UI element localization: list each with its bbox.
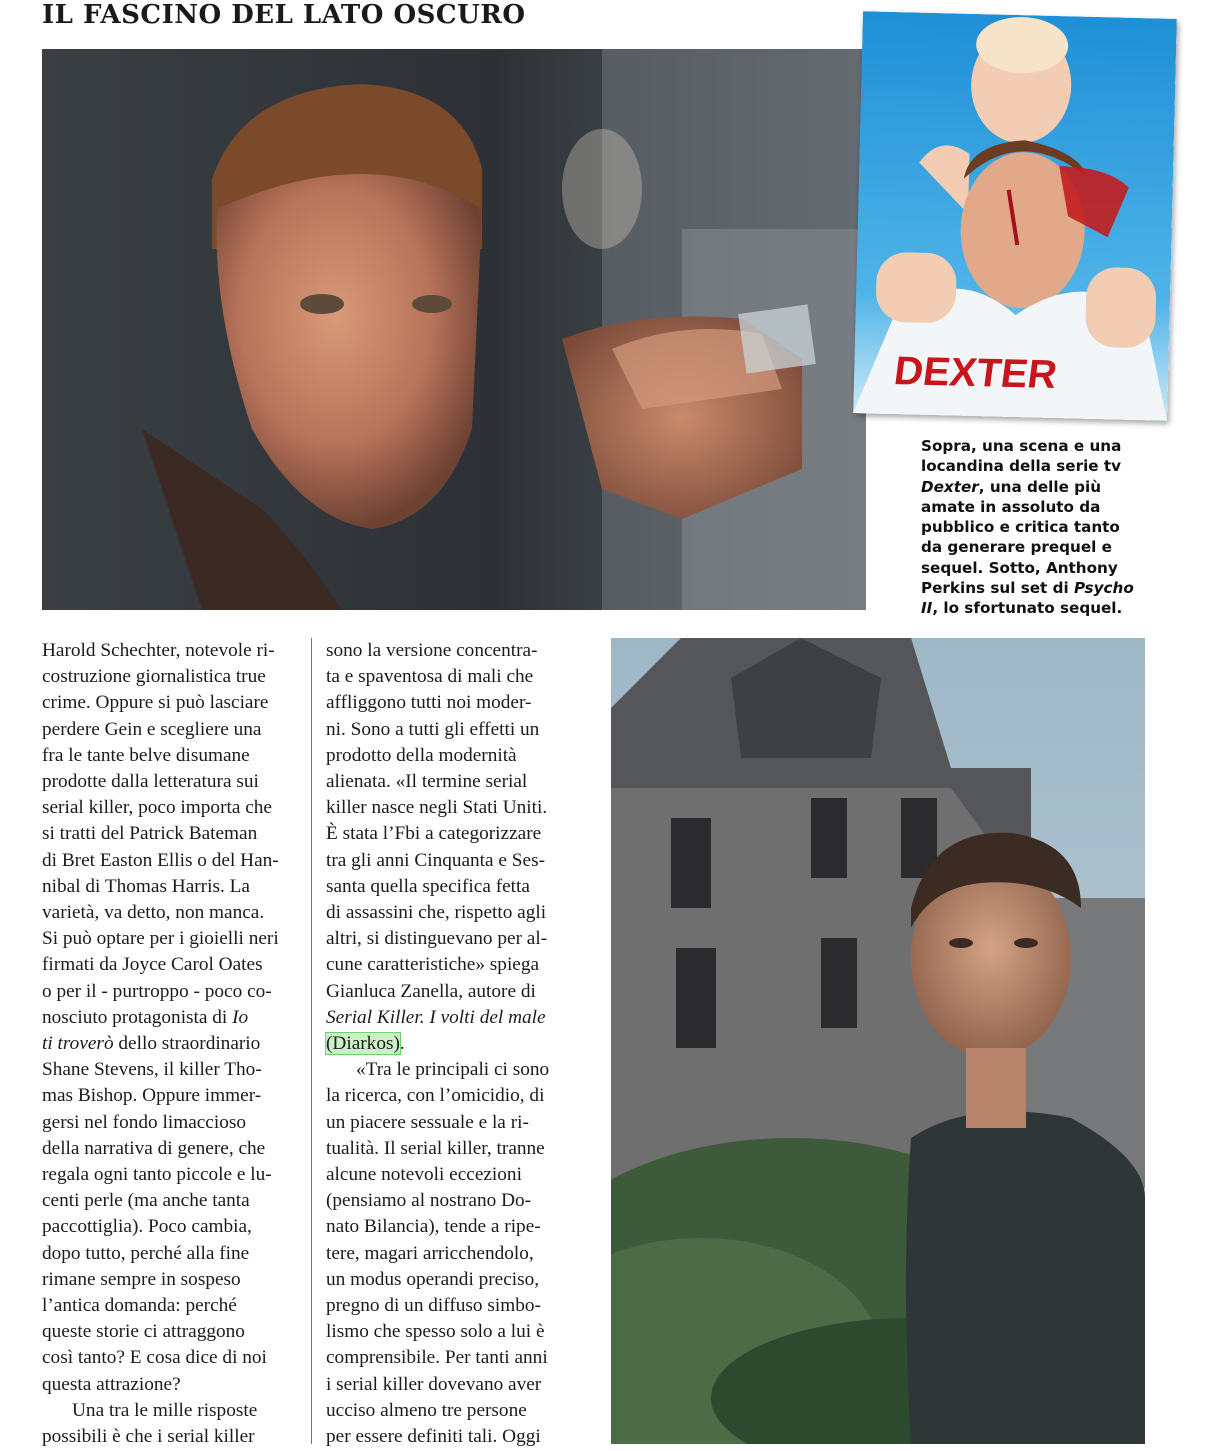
dexter-scene-photo (42, 49, 866, 610)
text-line: un piacere sessuale e la ri- (326, 1111, 529, 1133)
text-line: tualità. Il serial killer, tranne (326, 1137, 545, 1159)
text-line: Shane Stevens, il killer Tho- (42, 1059, 262, 1081)
caption-line: da generare prequel e (921, 538, 1112, 557)
caption-title: II (921, 599, 933, 618)
caption-line: sequel. Sotto, Anthony (921, 558, 1118, 577)
text-line: perdere Gein e scegliere una (42, 718, 262, 740)
text-line: È stata l’Fbi a categorizzare (326, 823, 542, 845)
text-line: di assassini che, rispetto agli (326, 902, 547, 924)
book-title: Serial Killer. I volti del male (326, 1006, 546, 1028)
text-line: Gianluca Zanella, autore di (326, 980, 536, 1002)
text-line: Si può optare per i gioielli neri (42, 928, 279, 950)
caption-line: , lo sfortunato sequel. (932, 599, 1123, 618)
text-line: alcune notevoli eccezioni (326, 1164, 522, 1186)
text-line: per essere definiti tali. Oggi (326, 1426, 541, 1448)
headline: IL FASCINO DEL LATO OSCURO (42, 0, 526, 30)
psycho-set-photo (611, 638, 1145, 1444)
book-title: Io (232, 1006, 249, 1028)
text-line: cune caratteristiche» spiega (326, 954, 540, 976)
text-line: varietà, va detto, non manca. (42, 902, 265, 924)
caption-line: , una delle più (978, 477, 1102, 496)
text-line: sono la versione concentra- (326, 640, 538, 661)
text-line: santa quella specifica fetta (326, 875, 530, 897)
text-line: queste storie ci attraggono (42, 1321, 245, 1343)
text-line: serial killer, poco importa che (42, 797, 272, 819)
text-line: regala ogni tanto piccole e lu- (42, 1164, 272, 1186)
text-line: nosciuto protagonista di (42, 1006, 233, 1028)
text-line: Una tra le mille risposte (72, 1399, 258, 1421)
text-line: pregno di un diffuso simbo- (326, 1295, 541, 1317)
text-line: prodotte dalla letteratura sui (42, 771, 259, 793)
text-line: fra le tante belve disumane (42, 744, 250, 766)
text-line: crime. Oppure si può lasciare (42, 692, 269, 714)
text-line: . (399, 1033, 405, 1055)
photo-caption (921, 436, 1171, 619)
text-line: firmati da Joyce Carol Oates (42, 954, 263, 976)
caption-line: Sopra, una scena e una (921, 437, 1122, 455)
caption-line: amate in assoluto da (921, 497, 1101, 516)
text-line: tra gli anni Cinquanta e Ses- (326, 849, 546, 871)
text-line: nibal di Thomas Harris. La (42, 875, 250, 897)
caption-title: Psycho (1073, 579, 1134, 598)
text-line: centi perle (ma anche tanta (42, 1190, 250, 1212)
text-line: mas Bishop. Oppure immer- (42, 1085, 262, 1107)
text-line: o per il - purtroppo - poco co- (42, 980, 272, 1002)
text-line: rimane sempre in sospeso (42, 1268, 241, 1290)
text-line: dopo tutto, perché alla fine (42, 1242, 250, 1264)
text-line: l’antica domanda: perché (42, 1295, 237, 1317)
text-line: così tanto? E cosa dice di noi (42, 1347, 267, 1369)
text-line: affliggono tutti noi moder- (326, 692, 532, 714)
text-line: si tratti del Patrick Bateman (42, 823, 258, 845)
text-line: possibili è che i serial killer (42, 1426, 255, 1448)
text-line: della narrativa di genere, che (42, 1137, 266, 1159)
text-line: «Tra le principali ci sono (356, 1059, 550, 1081)
text-line: nato Bilancia), tende a ripe- (326, 1216, 541, 1238)
text-line: ta e spaventosa di mali che (326, 666, 534, 688)
text-line: altri, si distinguevano per al- (326, 928, 548, 950)
text-line: di Bret Easton Ellis o del Han- (42, 849, 279, 871)
text-line: lismo che spesso solo a lui è (326, 1321, 545, 1343)
text-line: tere, magari arricchendolo, (326, 1242, 534, 1264)
text-line: dello straordinario (113, 1033, 261, 1055)
text-line: (pensiamo al nostrano Do- (326, 1190, 532, 1212)
text-line: un modus operandi preciso, (326, 1268, 540, 1290)
poster-title: DEXTER (891, 349, 1060, 397)
text-line: la ricerca, con l’omicidio, di (326, 1085, 545, 1107)
article-column-1 (42, 638, 295, 1450)
text-line: questa attrazione? (42, 1373, 181, 1395)
text-line: ni. Sono a tutti gli effetti un (326, 718, 540, 740)
article-column-2 (326, 638, 579, 1450)
dexter-poster (853, 11, 1177, 421)
text-line: costruzione giornalistica true (42, 666, 266, 688)
caption-line: pubblico e critica tanto (921, 518, 1120, 537)
text-line: alienata. «Il termine serial (326, 771, 528, 793)
text-line: ucciso almeno tre persone (326, 1399, 527, 1421)
book-title: ti troverò (42, 1033, 114, 1055)
caption-title: Dexter (921, 477, 979, 496)
column-divider (311, 638, 312, 1444)
text-line: prodotto della modernità (326, 744, 517, 766)
text-line: Harold Schechter, notevole ri- (42, 640, 275, 661)
text-line: gersi nel fondo limaccioso (42, 1111, 247, 1133)
text-line: comprensibile. Per tanti anni (326, 1347, 548, 1369)
caption-line: locandina della serie tv (921, 457, 1122, 476)
text-line: killer nasce negli Stati Uniti. (326, 797, 548, 819)
text-line: i serial killer dovevano aver (326, 1373, 542, 1395)
caption-line: Perkins sul set di (921, 579, 1074, 598)
publisher-highlight: (Diarkos) (326, 1033, 400, 1055)
text-line: paccottiglia). Poco cambia, (42, 1216, 252, 1238)
